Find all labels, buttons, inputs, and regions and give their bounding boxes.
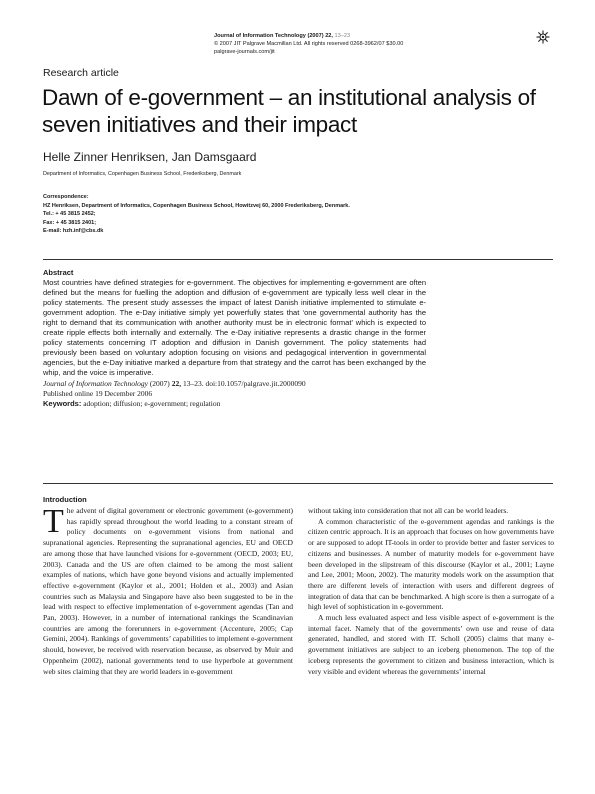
journal-website: palgrave-journals.com/jit bbox=[214, 49, 275, 55]
affiliation: Department of Informatics, Copenhagen Business School, Frederiksberg, Denmark bbox=[43, 171, 242, 177]
copyright-line: © 2007 JIT Palgrave Macmillan Ltd. All rights reserved 0268-3962/07 $30.00 bbox=[214, 41, 404, 47]
abstract-heading: Abstract bbox=[43, 268, 74, 277]
correspondence-block bbox=[43, 193, 350, 236]
correspondence-tel: Tel.: + 45 3815 2452; bbox=[43, 211, 96, 218]
published-online: Published online 19 December 2006 bbox=[43, 388, 153, 398]
intro-paragraph-2: A common characteristic of the e-government agendas and rankings is the citizen centric approach. It is an approach that focuses on how governments have or are supposed to adopt IT-tools in order to provide better and faster services to citizens and businesses. A number of maturity models for e-government have been developed in the slipstream of this discourse (Kaylor et al., 2001; Layne and Lee, 2001; Moon, 2002). The maturity models work on the assumption that there are different levels of interaction with users and different degrees of integration of data that can be benchmarked. A high score is then a surrogate of a high level of sophistication in e-government. bbox=[308, 516, 554, 612]
abstract-citation bbox=[43, 379, 426, 389]
correspondence-email[interactable]: E-mail: hzh.inf@cbs.dk bbox=[43, 228, 104, 235]
divider-bottom bbox=[43, 483, 553, 484]
correspondence-fax: Fax: + 45 3815 2401; bbox=[43, 219, 97, 226]
body-column-right bbox=[308, 506, 554, 677]
intro-paragraph-3: A much less evaluated aspect and less visible aspect of e-government is the internal facet. Namely that of the governments’ own use and reuse of data generated, handled, and stored with IT. Scholl (2005) claims that many e-government initiatives are subject to an iceberg phenomenon. The top of the iceberg represents the government to citizen and business interaction, which is very visible and evident whereas the governments’ internal bbox=[308, 613, 554, 676]
keywords-label: Keywords: bbox=[43, 398, 82, 408]
journal-year: (2007) bbox=[307, 33, 324, 39]
abstract-block bbox=[43, 268, 426, 409]
drop-cap: T bbox=[43, 503, 64, 540]
journal-volume: 22, bbox=[325, 33, 333, 39]
keywords: adoption; diffusion; e-government; regulation bbox=[81, 398, 221, 408]
journal-citation-line bbox=[214, 32, 534, 40]
citation-doi[interactable]: 13–23. doi:10.1057/palgrave.jit.2000090 bbox=[181, 378, 306, 388]
intro-paragraph-1 bbox=[43, 503, 293, 677]
palgrave-star-logo-icon bbox=[536, 30, 550, 44]
divider-top bbox=[43, 259, 553, 260]
correspondence-label: Correspondence: bbox=[43, 194, 89, 200]
citation-year: (2007) bbox=[147, 378, 172, 388]
citation-journal: Journal of Information Technology bbox=[43, 378, 148, 388]
intro-paragraph-1-cont: without taking into consideration that not all can be world leaders. bbox=[308, 506, 509, 515]
introduction-heading: Introduction bbox=[43, 495, 87, 504]
journal-name: Journal of Information Technology bbox=[214, 33, 306, 39]
authors: Helle Zinner Henriksen, Jan Damsgaard bbox=[43, 150, 257, 164]
abstract-body: Most countries have defined strategies for e-government. The objectives for implementing e-government are often defined but the means for fuelling the adoption and diffusion of e-government are typically less well clear in the policy statements. The present study assesses the impact of latest Danish initiative implemented to stimulate e-government adoption. The e-Day initiative simply yet powerfully states that ‘one governmental authority has the right to demand that its communication with another authority must be in electronic format’ which is expected to create ripple effects both internally and externally. The e-Day initiative represents a drastic change in the former policy statements concerning IT adoption and diffusion in Danish government. The policy statements had previously been based on voluntary adoption focusing on visions and pedagogical intervention in governmental agencies, but the e-Day initiative marked a departure from that strategy and the carrot has been exchanged by the whip, and the voice is imperative. bbox=[43, 278, 426, 378]
article-type: Research article bbox=[43, 67, 119, 79]
journal-header bbox=[214, 32, 534, 56]
journal-pages: 13–23 bbox=[334, 33, 351, 39]
body-column-left bbox=[43, 503, 293, 677]
article-title: Dawn of e-government – an institutional analysis of seven initiatives and their impact bbox=[42, 85, 536, 137]
correspondence-address: HZ Henriksen, Department of Informatics, Copenhagen Business School, Howitzvej 60, 2000 Frederiksberg, Denmark. bbox=[43, 202, 350, 209]
citation-volume: 22, bbox=[171, 378, 182, 388]
keywords-line bbox=[43, 399, 426, 409]
intro-paragraph-1-text: he advent of digital government or electronic government (e-government) has rapidly spread throughout the world leading to a constant stream of policy documents on e-government visions from national and supranational agencies. Representing the supranational agencies, EU and OECD are among those that have launched visions for e-government (OECD, 2003; EU, 2003). Canada and the US are often claimed to be among the most salient examples of nations, which have gone beyond visions and actually implemented effective e-government (Kaylor et al., 2001; Holden et al., 2003) and Asian countries such as Malaysia and Singapore have also been suggested to be in the lead with respect to effective implementation of e-government agendas (Tan and Pan, 2003). However, in a number of international rankings the Scandinavian countries are among the forerunners in e-government (Accenture, 2005; Cap Gemini, 2004). Rankings of governments’ capabilities to implement e-government should, however, be received with reservation because, as observed by Muir and Oppenheim (2002), national governments tend to use hyperbole at government web sites claiming that they are world leaders in e-government bbox=[43, 506, 293, 676]
